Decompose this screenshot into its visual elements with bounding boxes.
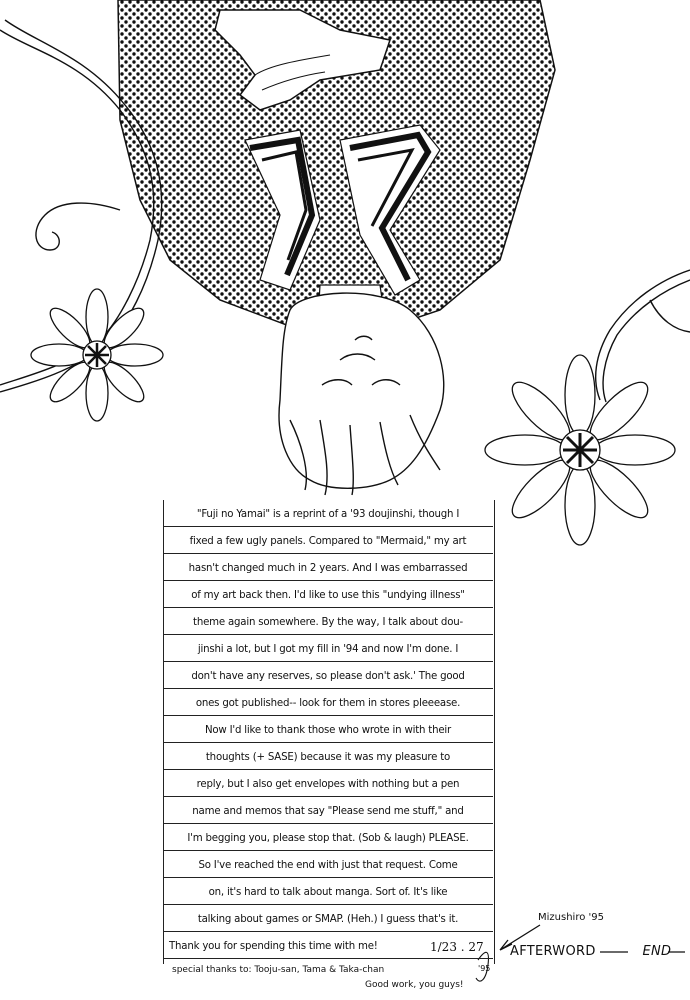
note-line-2: fixed a few ugly panels. Compared to "Mermaid," my art [163, 527, 493, 554]
note-line-14: So I've reached the end with just that request. Come [163, 851, 493, 878]
year-small: '95 [478, 964, 491, 973]
flower-right [485, 355, 675, 545]
good-work-line: Good work, you guys! [365, 980, 464, 990]
note-line-12: name and memos that say "Please send me stuff," and [163, 797, 493, 824]
note-line-7: don't have any reserves, so please don't ask.' The good [163, 662, 493, 689]
note-line-16: talking about games or SMAP. (Heh.) I guess that's it. [163, 905, 493, 932]
note-line-9: Now I'd like to thank those who wrote in with their [163, 716, 493, 743]
note-line-5: theme again somewhere. By the way, I talk about dou- [163, 608, 493, 635]
afterword-end-label [510, 944, 671, 959]
note-line-3: hasn't changed much in 2 years. And I was embarrassed [163, 554, 493, 581]
note-line-4: of my art back then. I'd like to use this "undying illness" [163, 581, 493, 608]
note-line-10: thoughts (+ SASE) because it was my pleasure to [163, 743, 493, 770]
character-head [279, 293, 444, 495]
date-scribble: 1/23 . 27 [430, 940, 484, 954]
afterword-note [163, 500, 493, 990]
note-line-11: reply, but I also get envelopes with nothing but a pen [163, 770, 493, 797]
flower-left [31, 289, 163, 421]
end-label: END [642, 944, 672, 959]
note-line-8: ones got published-- look for them in stores pleeease. [163, 689, 493, 716]
afterword-label: AFTERWORD [510, 944, 596, 959]
note-line-1: "Fuji no Yamai" is a reprint of a '93 doujinshi, though I [163, 500, 493, 527]
special-thanks: special thanks to: Tooju-san, Tama & Taka-chan [172, 965, 385, 975]
note-line-6: jinshi a lot, but I got my fill in '94 and now I'm done. I [163, 635, 493, 662]
author-signoff: Mizushiro '95 [538, 912, 604, 923]
note-line-13: I'm begging you, please stop that. (Sob & laugh) PLEASE. [163, 824, 493, 851]
note-line-17: Thank you for spending this time with me! [163, 932, 493, 959]
note-line-15: on, it's hard to talk about manga. Sort of. It's like [163, 878, 493, 905]
